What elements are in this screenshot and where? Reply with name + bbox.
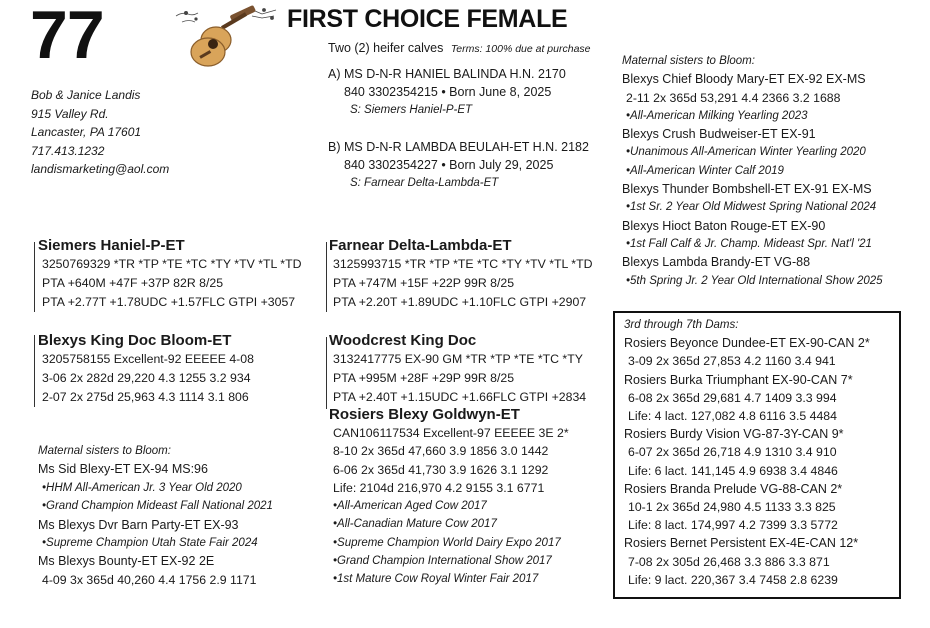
- granddam-line: Life: 2104d 216,970 4.2 9155 3.1 6771: [333, 480, 545, 495]
- sister-name: Blexys Hioct Baton Rouge-ET EX-90: [622, 218, 826, 233]
- heifer-a-details: 840 3302354215 • Born June 8, 2025: [344, 84, 552, 99]
- lot-number: 77: [30, 0, 104, 73]
- dam-name: Blexys King Doc Bloom-ET: [38, 332, 232, 349]
- maternal-sisters-right: [622, 52, 883, 290]
- heifer-b: [328, 139, 589, 192]
- pedigree-line: [326, 242, 327, 312]
- dam-sire-line: PTA +2.40T +1.15UDC +1.66FLC GTPI +2834: [333, 389, 587, 404]
- dams-box-heading: 3rd through 7th Dams:: [624, 319, 739, 331]
- pedigree-line: [34, 335, 35, 407]
- sister-award: •1st Fall Calf & Jr. Champ. Mideast Spr. Nat'l '21: [626, 237, 872, 250]
- guitar-icon: [172, 0, 287, 70]
- maternal-left-heading: Maternal sisters to Bloom:: [38, 445, 171, 457]
- sister-name: Ms Sid Blexy-ET EX-94 MS:96: [38, 462, 208, 477]
- sire-a-line: PTA +640M +47F +37P 82R 8/25: [42, 275, 224, 290]
- dam-ancestor-name: Rosiers Burka Triumphant EX-90-CAN 7*: [624, 372, 853, 387]
- sister-award: •HHM All-American Jr. 3 Year Old 2020: [42, 481, 242, 494]
- dam-ancestor-name: Rosiers Beyonce Dundee-ET EX-90-CAN 2*: [624, 336, 870, 351]
- subtitle-text: Two (2) heifer calves: [328, 41, 444, 55]
- dam-ancestor-record: 6-07 2x 365d 26,718 4.9 1310 3.4 910: [628, 445, 837, 460]
- dam-ancestor-record: 7-08 2x 305d 26,468 3.3 886 3.3 871: [628, 554, 830, 569]
- dam-line: 3205758155 Excellent-92 EEEEE 4-08: [42, 352, 254, 366]
- sire-b-line: PTA +2.20T +1.89UDC +1.10FLC GTPI +2907: [333, 294, 587, 309]
- consignor-address: 915 Valley Rd.: [31, 106, 109, 121]
- dams-box-content: [624, 316, 870, 589]
- sire-b-line: 3125993715 *TR *TP *TE *TC *TY *TV *TL *TD: [333, 257, 593, 271]
- sister-record: 2-11 2x 365d 53,291 4.4 2366 3.2 1688: [626, 90, 841, 105]
- sister-award: •All-American Winter Calf 2019: [626, 164, 784, 177]
- sister-name: Blexys Lambda Brandy-ET VG-88: [622, 255, 811, 270]
- granddam-line: 6-06 2x 365d 41,730 3.9 1626 3.1 1292: [333, 462, 549, 477]
- sire-b-line: PTA +747M +15F +22P 99R 8/25: [333, 275, 515, 290]
- dam-sire-name: Woodcrest King Doc: [329, 332, 477, 349]
- granddam-block: [329, 405, 569, 589]
- dam-ancestor-name: Rosiers Branda Prelude VG-88-CAN 2*: [624, 481, 843, 496]
- pedigree-line: [326, 337, 327, 409]
- sire-a-block: [38, 236, 301, 311]
- subtitle: [328, 40, 591, 57]
- granddam-award: •Grand Champion International Show 2017: [333, 555, 552, 568]
- sire-b-block: [329, 236, 592, 311]
- sister-award: •Grand Champion Mideast Fall National 2021: [42, 500, 273, 513]
- heifer-b-name: B) MS D-N-R LAMBDA BEULAH-ET H.N. 2182: [328, 140, 589, 154]
- sister-name: Blexys Thunder Bombshell-ET EX-91 EX-MS: [622, 182, 872, 197]
- sister-award: •All-American Milking Yearling 2023: [626, 109, 808, 122]
- dam-ancestor-record: Life: 9 lact. 220,367 3.4 7458 2.8 6239: [628, 572, 838, 587]
- sister-name: Ms Blexys Bounty-ET EX-92 2E: [38, 554, 215, 569]
- dam-line: 2-07 2x 275d 25,963 4.3 1114 3.1 806: [42, 389, 249, 404]
- consignor-name: Bob & Janice Landis: [31, 88, 141, 102]
- granddam-name: Rosiers Blexy Goldwyn-ET: [329, 406, 520, 423]
- sister-award: •Unanimous All-American Winter Yearling 2020: [626, 146, 866, 159]
- dam-line: 3-06 2x 282d 29,220 4.3 1255 3.2 934: [42, 370, 251, 385]
- heifer-a-sire: S: Siemers Haniel-P-ET: [350, 103, 473, 116]
- granddam-award: •Supreme Champion World Dairy Expo 2017: [333, 536, 561, 549]
- sister-name: Blexys Chief Bloody Mary-ET EX-92 EX-MS: [622, 72, 866, 87]
- dam-ancestor-record: Life: 8 lact. 174,997 4.2 7399 3.3 5772: [628, 518, 838, 533]
- page-title: FIRST CHOICE FEMALE: [287, 5, 568, 33]
- heifer-a-name: A) MS D-N-R HANIEL BALINDA H.N. 2170: [328, 67, 566, 81]
- granddam-award: •1st Mature Cow Royal Winter Fair 2017: [333, 573, 539, 586]
- dam-ancestor-record: 10-1 2x 365d 24,980 4.5 1133 3.3 825: [628, 500, 836, 515]
- heifer-a: [328, 66, 566, 119]
- granddam-line: 8-10 2x 365d 47,660 3.9 1856 3.0 1442: [333, 444, 549, 459]
- granddam-award: •All-American Aged Cow 2017: [333, 500, 487, 513]
- sister-name: Ms Blexys Dvr Barn Party-ET EX-93: [38, 517, 239, 532]
- heifer-b-details: 840 3302354227 • Born July 29, 2025: [344, 157, 554, 172]
- consignor-phone: 717.413.1232: [31, 143, 105, 158]
- maternal-right-heading: Maternal sisters to Bloom:: [622, 55, 755, 67]
- sister-record: 4-09 3x 365d 40,260 4.4 1756 2.9 1171: [42, 572, 257, 587]
- sire-b-name: Farnear Delta-Lambda-ET: [329, 237, 512, 254]
- dam-ancestor-name: Rosiers Bernet Persistent EX-4E-CAN 12*: [624, 536, 859, 551]
- consignor-city: Lancaster, PA 17601: [31, 125, 142, 140]
- consignor-email: landismarketing@aol.com: [31, 162, 170, 177]
- granddam-award: •All-Canadian Mature Cow 2017: [333, 518, 497, 531]
- sister-name: Blexys Crush Budweiser-ET EX-91: [622, 127, 816, 142]
- dam-block: [38, 331, 254, 406]
- sire-a-name: Siemers Haniel-P-ET: [38, 237, 185, 254]
- dam-sire-line: 3132417775 EX-90 GM *TR *TP *TE *TC *TY: [333, 352, 583, 366]
- dam-ancestor-record: Life: 4 lact. 127,082 4.8 6116 3.5 4484: [628, 409, 837, 424]
- maternal-sisters-left: [38, 442, 273, 589]
- dam-sire-block: [329, 331, 586, 406]
- consignor-contact: [31, 86, 169, 179]
- sire-a-line: PTA +2.77T +1.78UDC +1.57FLC GTPI +3057: [42, 294, 296, 309]
- sister-award: •5th Spring Jr. 2 Year Old International Show 2025: [626, 274, 883, 287]
- dam-ancestor-name: Rosiers Burdy Vision VG-87-3Y-CAN 9*: [624, 427, 844, 442]
- dam-sire-line: PTA +995M +28F +29P 99R 8/25: [333, 370, 515, 385]
- dam-ancestor-record: Life: 6 lact. 141,145 4.9 6938 3.4 4846: [628, 463, 838, 478]
- sister-award: •Supreme Champion Utah State Fair 2024: [42, 537, 258, 550]
- terms: Terms: 100% due at purchase: [450, 43, 591, 55]
- sire-a-line: 3250769329 *TR *TP *TE *TC *TY *TV *TL *TD: [42, 257, 302, 271]
- pedigree-line: [34, 242, 35, 312]
- heifer-b-sire: S: Farnear Delta-Lambda-ET: [350, 176, 499, 189]
- granddam-line: CAN106117534 Excellent-97 EEEEE 3E 2*: [333, 426, 569, 440]
- dam-ancestor-record: 3-09 2x 365d 27,853 4.2 1160 3.4 941: [628, 354, 836, 369]
- dam-ancestor-record: 6-08 2x 365d 29,681 4.7 1409 3.3 994: [628, 390, 837, 405]
- sister-award: •1st Sr. 2 Year Old Midwest Spring National 2024: [626, 201, 877, 214]
